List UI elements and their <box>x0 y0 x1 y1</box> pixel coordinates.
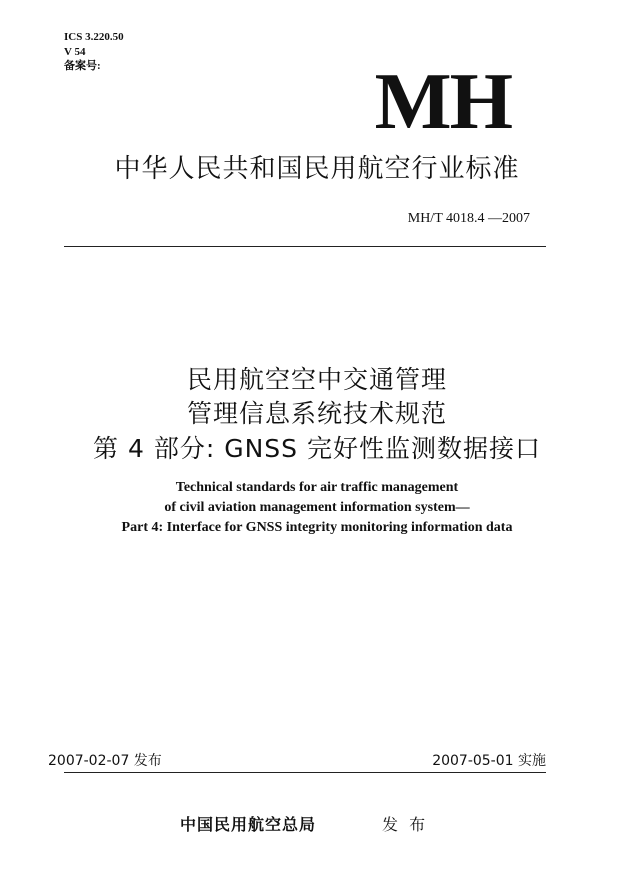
classification-code: V 54 <box>64 45 86 58</box>
bottom-divider <box>64 772 546 773</box>
english-title-line-3: Part 4: Interface for GNSS integrity monitoring information data <box>121 520 513 535</box>
document-metadata <box>64 30 124 74</box>
issuing-authority: 中国民用航空总局 <box>180 815 317 834</box>
record-number-label: 备案号: <box>64 60 101 72</box>
issue-date: 2007-02-07 发布 <box>48 753 162 769</box>
ics-code: ICS 3.220.50 <box>64 31 124 43</box>
chinese-title-line-1: 民用航空空中交通管理 <box>186 365 447 394</box>
chinese-title-line-2: 管理信息系统技术规范 <box>186 399 447 428</box>
standard-number: MH/T 4018.4 —2007 <box>407 211 530 226</box>
english-title-line-2: of civil aviation management information system— <box>164 500 470 515</box>
english-title <box>0 478 634 538</box>
standard-logo: MH <box>374 58 512 146</box>
authority-title: 中华人民共和国民用航空行业标准 <box>114 154 520 184</box>
english-title-line-1: Technical standards for air traffic management <box>175 480 459 495</box>
issue-label: 发 布 <box>382 815 429 834</box>
top-divider <box>64 246 546 247</box>
chinese-title-line-3: 第 4 部分: GNSS 完好性监测数据接口 <box>93 434 541 463</box>
implementation-date: 2007-05-01 实施 <box>432 753 546 769</box>
